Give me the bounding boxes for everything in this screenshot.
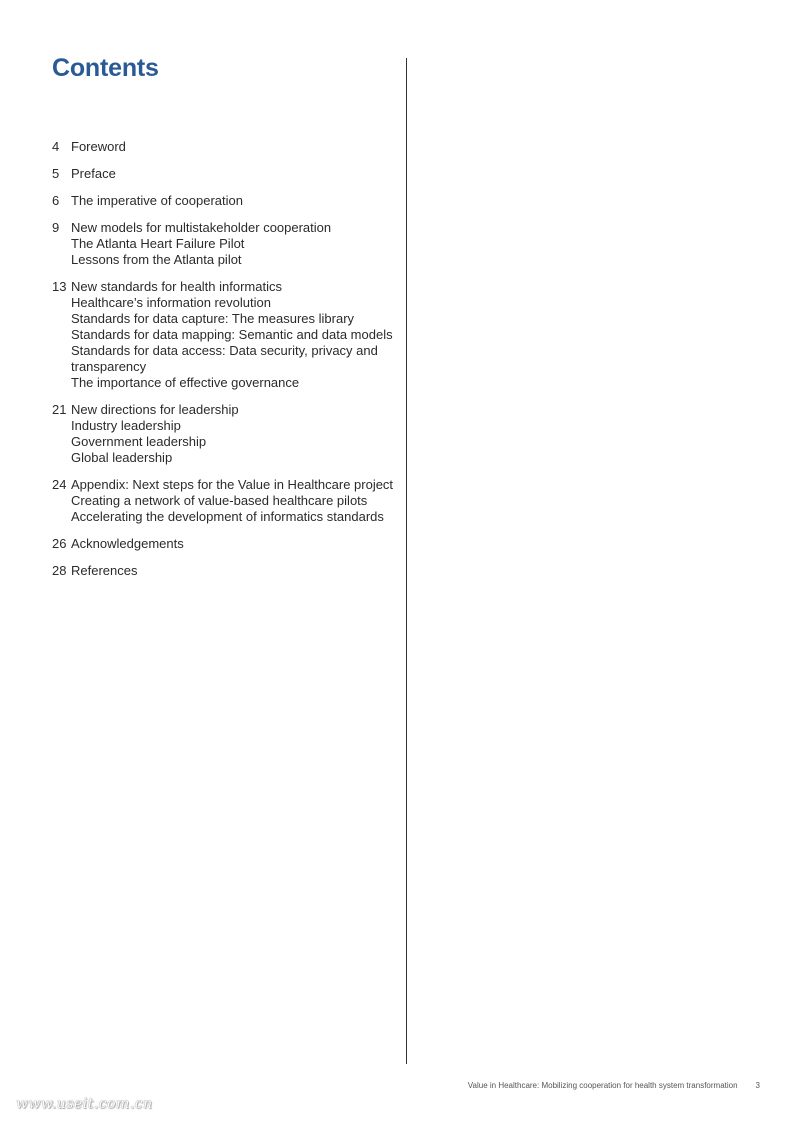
column-divider: [406, 58, 407, 1064]
toc-entry[interactable]: [52, 139, 404, 155]
page-title: Contents: [52, 54, 159, 82]
watermark-text: www.useit.com.cn: [16, 1096, 153, 1112]
toc-page-number: 13: [52, 279, 67, 294]
toc-page-number: 9: [52, 220, 60, 235]
toc-heading: New standards for health informatics: [71, 279, 282, 294]
toc-page-number: 4: [52, 139, 60, 154]
footer-page-number: 3: [755, 1081, 760, 1090]
toc-heading: The imperative of cooperation: [71, 193, 243, 208]
toc-subheading: Standards for data capture: The measures library: [71, 311, 355, 326]
toc-page-number: 5: [52, 166, 60, 181]
toc-subheading: The importance of effective governance: [71, 375, 300, 390]
toc-entry[interactable]: [52, 477, 404, 525]
toc-page-number: 28: [52, 563, 67, 578]
toc-subheading: Standards for data access: Data security, privacy and: [71, 343, 378, 358]
toc-heading: Appendix: Next steps for the Value in Healthcare project: [71, 477, 394, 492]
table-of-contents: [52, 139, 404, 590]
toc-heading: New models for multistakeholder cooperation: [71, 220, 332, 235]
toc-page-number: 6: [52, 193, 60, 208]
toc-page-number: 21: [52, 402, 67, 417]
toc-entry[interactable]: [52, 563, 404, 579]
toc-entry[interactable]: [52, 166, 404, 182]
toc-subheading: transparency: [71, 359, 147, 374]
toc-page-number: 26: [52, 536, 67, 551]
footer-publication-title: Value in Healthcare: Mobilizing cooperation for health system transformation: [467, 1081, 738, 1090]
toc-subheading: Standards for data mapping: Semantic and data models: [71, 327, 393, 342]
toc-entry[interactable]: [52, 536, 404, 552]
toc-entry[interactable]: [52, 220, 404, 268]
toc-heading: References: [71, 563, 138, 578]
toc-heading: Foreword: [71, 139, 126, 154]
toc-subheading: Industry leadership: [71, 418, 181, 433]
toc-subheading: Lessons from the Atlanta pilot: [71, 252, 242, 267]
toc-entry[interactable]: [52, 402, 404, 466]
toc-entry[interactable]: [52, 279, 404, 391]
toc-subheading: Healthcare’s information revolution: [71, 295, 271, 310]
page-footer: [380, 1081, 760, 1091]
toc-heading: Acknowledgements: [71, 536, 184, 551]
toc-subheading: Global leadership: [71, 450, 173, 465]
toc-heading: New directions for leadership: [71, 402, 239, 417]
toc-subheading: Government leadership: [71, 434, 207, 449]
toc-subheading: Creating a network of value-based healthcare pilots: [71, 493, 368, 508]
toc-subheading: Accelerating the development of informatics standards: [71, 509, 384, 524]
toc-page-number: 24: [52, 477, 67, 492]
toc-entry[interactable]: [52, 193, 404, 209]
toc-heading: Preface: [71, 166, 116, 181]
toc-subheading: The Atlanta Heart Failure Pilot: [71, 236, 245, 251]
